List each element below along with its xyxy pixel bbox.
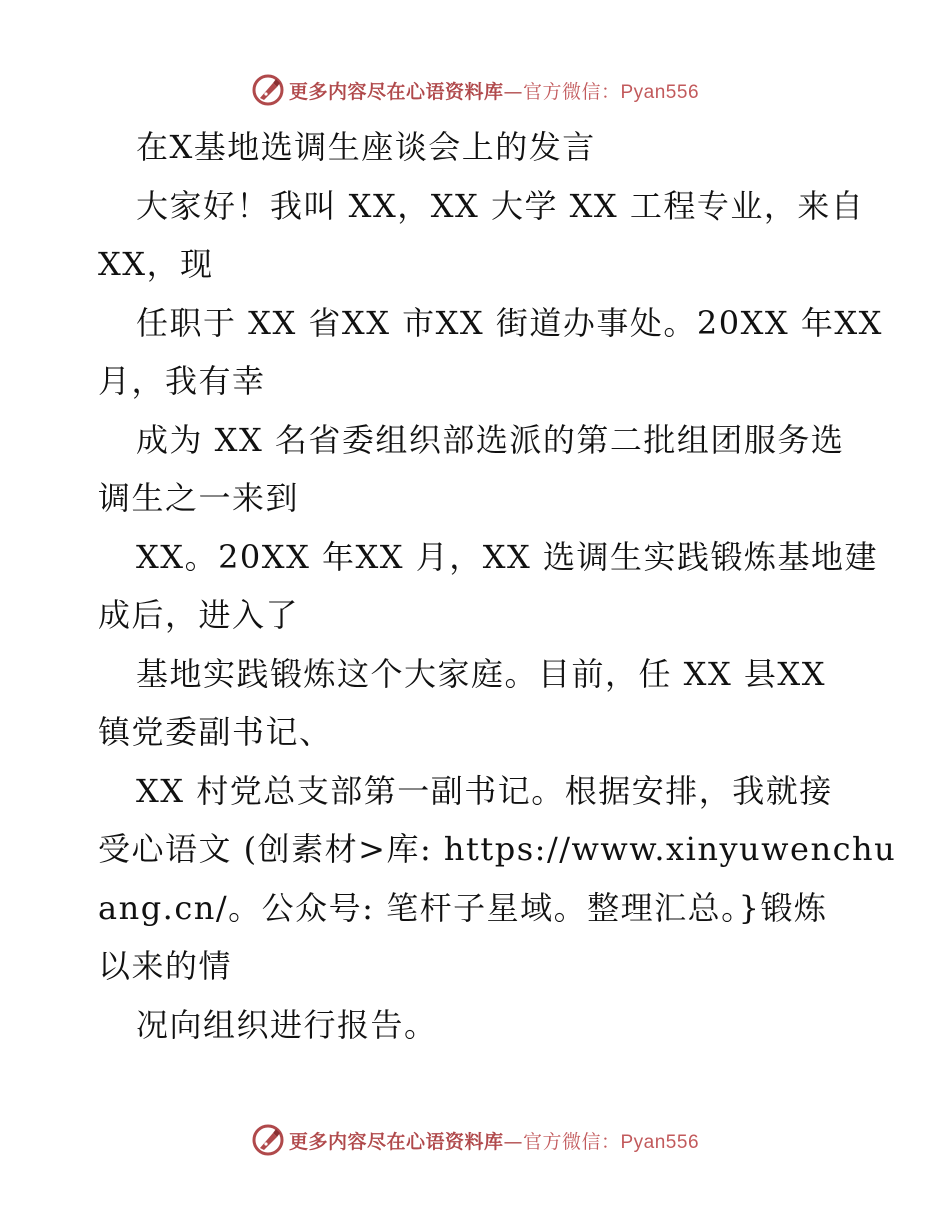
banner-wechat-id: Pyan556 — [620, 81, 700, 103]
banner-dash: — — [503, 80, 523, 103]
banner-wechat-label: 官方微信： — [522, 80, 621, 103]
document-line: 镇党委副书记、 — [98, 713, 333, 751]
footer-watermark-banner — [0, 1120, 950, 1160]
header-watermark-banner — [0, 70, 950, 110]
document-line: 以来的情 — [98, 947, 233, 985]
document-body — [98, 118, 897, 1054]
document-line: ang.cn/。公众号: 笔杆子星域。整理汇总。}锻炼 — [98, 888, 828, 927]
banner-wechat-id: Pyan556 — [620, 1131, 700, 1153]
document-line: 基地实践锻炼这个大家庭。目前，任 XX 县XX — [136, 654, 826, 693]
pen-nib-logo-icon — [251, 73, 285, 107]
document-line: 月，我有幸 — [98, 362, 266, 400]
document-line: 受心语文 (创素材>库: https://www.xinyuwenchu — [98, 830, 897, 868]
document-line: XX 村党总支部第一副书记。根据安排，我就接 — [136, 771, 833, 810]
document-line: 成后，进入了 — [98, 596, 300, 634]
document-line: 调生之一来到 — [98, 479, 300, 517]
document-line: 成为 XX 名省委组织部选派的第二批组团服务选 — [136, 420, 845, 459]
banner-main-text: 更多内容尽在心语资料库 — [288, 80, 504, 103]
document-title: 在X基地选调生座谈会上的发言 — [136, 128, 596, 166]
document-line: XX。20XX 年XX 月，XX 选调生实践锻炼基地建 — [136, 537, 878, 576]
banner-main-text: 更多内容尽在心语资料库 — [288, 1130, 504, 1153]
banner-dash: — — [503, 1130, 523, 1153]
document-line: 况向组织进行报告。 — [136, 1005, 438, 1044]
pen-nib-logo-icon — [251, 1123, 285, 1157]
banner-wechat-label: 官方微信： — [522, 1130, 621, 1153]
document-line: XX，现 — [98, 245, 214, 283]
document-line: 大家好！我叫 XX，XX 大学 XX 工程专业，来自 — [136, 186, 865, 225]
document-line: 任职于 XX 省XX 市XX 街道办事处。20XX 年XX — [136, 303, 883, 342]
